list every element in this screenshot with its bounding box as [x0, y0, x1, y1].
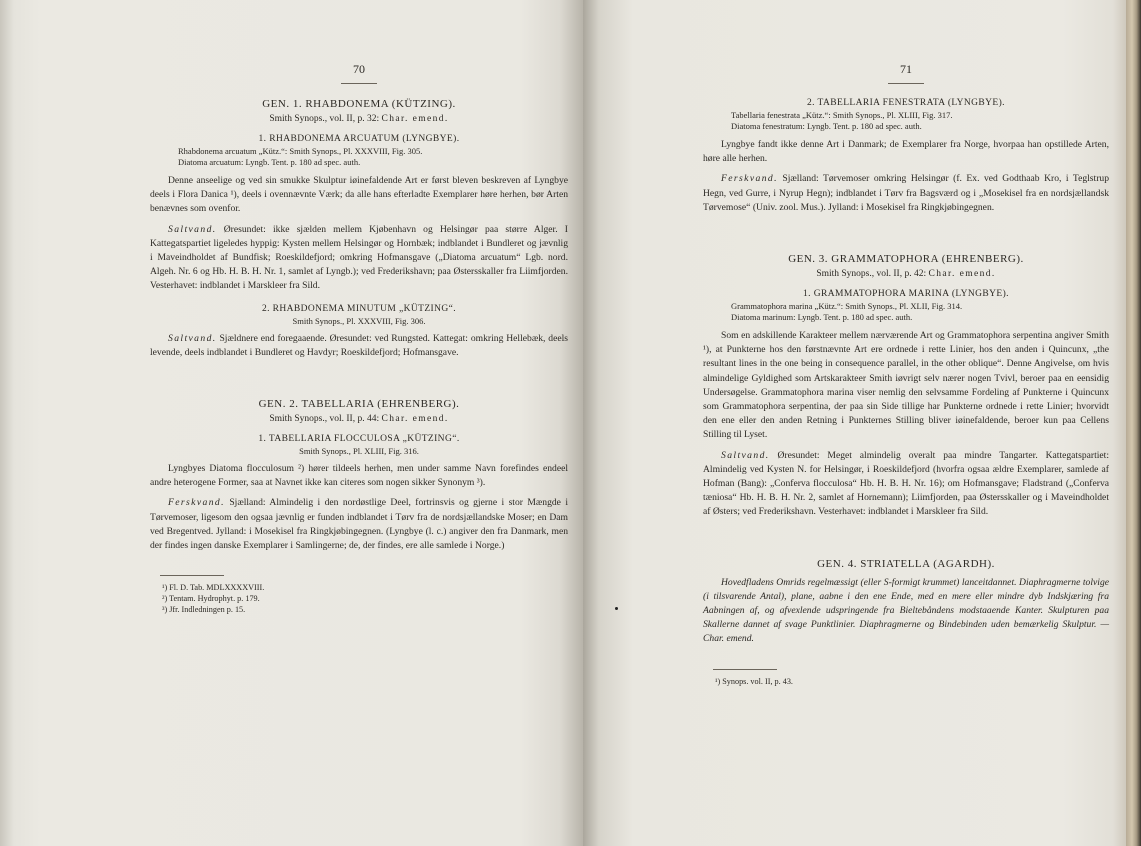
genus-reference-text: Smith Synops., vol. II, p. 32: — [269, 114, 380, 124]
habitat-label: Saltvand. — [168, 223, 217, 235]
paragraph — [150, 496, 568, 553]
paragraph: Som en adskillende Karakteer mellem nærværende Art og Grammatophora serpentina angiver Smith ¹), at Punkterne hos den førstnævnte Art ere ordnede i rette Linier, hos den anden i Quincunx, „the resultant lines in the one being in consequence parallel, in the other oblique“. Denne Angivelse, om hvis almindelige Gyldighed som Artskarakteer Smith iøvrigt selv nærer nogen Tvivl, beroer paa en eensidig Undersøgelse. Grammatophora marina viser nemlig den selvsamme Fordeling af Punkterne i Quincunx som Grammatophora serpentina, der paa sin Side tillige har Punkterne ordnede i rette Linier; hvorvidt den ene eller den anden Retning i Punkternes Stilling bliver iøinefaldende, beroer kun paa Cellens Stilling til Lyset. — [703, 330, 1109, 441]
habitat-label: Ferskvand. — [721, 173, 778, 185]
right-page — [583, 0, 1126, 846]
paragraph: Denne anseelige og ved sin smukke Skulptur iøinefaldende Art er først bleven beskreven af Lyngbye deels i Flora Danica ¹), deels i ovennævnte Værk; da alle hans efterladte Exemplarer høre herhen, bør Arten benævnes som ovenfor. — [150, 175, 568, 215]
genus-reference — [150, 114, 568, 124]
paragraph — [703, 172, 1109, 215]
paragraph-body: Sjældnere end foregaaende. Øresundet: ved Rungsted. Kattegat: omkring Hellebæk, deels levende, deels indblandet i Bundleret og Havdyr; Roeskildefjord; Hofmansgave. — [150, 332, 568, 358]
page-number-rule — [888, 83, 924, 84]
paragraph: Lyngbye fandt ikke denne Art i Danmark; de Exemplarer fra Norge, hvorpaa han opstillede Arten, høre alle herhen. — [703, 139, 1109, 165]
paragraph: Lyngbyes Diatoma flocculosum ²) hører tildeels herhen, men under samme Navn forefindes endeel andre heterogene Former, saa at Navnet ikke kan citeres som nogen sikker Synonym ³). — [150, 463, 568, 489]
footnote-rule — [160, 575, 224, 576]
page-number: 70 — [353, 62, 365, 76]
page-number: 71 — [900, 62, 912, 76]
species-heading: 2. RHABDONEMA MINUTUM „KÜTZING“. — [261, 303, 457, 314]
left-text-column — [150, 62, 568, 615]
genus-heading: GEN. 4. STRIATELLA (AGARDH). — [817, 557, 995, 570]
right-text-column — [703, 62, 1109, 687]
genus-reference — [150, 414, 568, 424]
paragraph — [150, 223, 568, 294]
synonym-line: Diatoma fenestratum: Lyngb. Tent. p. 180 ad spec. auth. — [731, 121, 922, 131]
paragraph-body: Øresundet: Meget almindelig overalt paa mindre Tangarter. Kattegatspartiet: Almindelig ved Kysten N. for Helsingør, i Roeskildefjord (hvorfra ogsaa ældre Exemplarer, samlede af Hofman (Bang): „Conferva flocculosa“ Hb. H. B. H. Nr. 16); om Hofmansgave; Fladstrand („Conferva tæniosa“ Hb. H. B. H. Nr. 2, samlet af Hornemann); Liimfjorden, paa Østersskaller og i Maveindholdet af Østers; ved Frederikshavn. Vesterhavet: indblandet i Marskleer fra Sild. — [703, 449, 1109, 518]
paragraph-body: Øresundet: ikke sjælden mellem Kjøbenhavn og Helsingør paa større Alger. I Kattegatspartiet ligeledes hyppig: Kysten mellem Helsingør og Hornbæk; indblandet i Bundleret og jævnlig i Maveindholdet af Bundfisk; Roeskildefjord; omkring Hofmansgave („Diatoma arcuatum“ Lgb. nord. Algeh. Nr. 6 og Hb. H. B. H. Nr. 1, samlet af Lyngb.); ved Frederikshavn; paa Østersskaller fra Liimfjorden. Vesterhavet: indblandet i Marskleer fra Sild. — [150, 223, 568, 292]
page-number-rule — [341, 83, 377, 84]
char-emend: Char. emend. — [381, 114, 449, 124]
habitat-label: Saltvand. — [168, 332, 217, 344]
ink-speck — [615, 607, 618, 610]
synonym-line: Grammatophora marina „Kütz.“: Smith Synops., Pl. XLII, Fig. 314. — [731, 301, 963, 312]
genus-reference — [703, 269, 1109, 279]
paragraph — [703, 449, 1109, 520]
genus-heading: GEN. 2. TABELLARIA (EHRENBERG). — [258, 398, 460, 411]
synonym-line: Rhabdonema arcuatum „Kütz.“: Smith Synops., Pl. XXXVIII, Fig. 305. — [178, 146, 423, 156]
genus-reference-text: Smith Synops., vol. II, p. 44: — [269, 414, 380, 425]
synonym-line: Tabellaria fenestrata „Kütz.“: Smith Synops., Pl. XLIII, Fig. 317. — [731, 110, 953, 120]
footnote: ²) Tentam. Hydrophyt. p. 179. — [162, 594, 260, 604]
footnote: ¹) Fl. D. Tab. MDLXXXXVIII. — [162, 583, 265, 593]
species-heading: 1. TABELLARIA FLOCCULOSA „KÜTZING“. — [258, 434, 460, 445]
synonym-line: Smith Synops., Pl. XXXVIII, Fig. 306. — [292, 315, 426, 326]
char-emend: Char. emend. — [928, 269, 996, 280]
habitat-label: Ferskvand. — [168, 497, 225, 509]
genus-reference-text: Smith Synops., vol. II, p. 42: — [816, 269, 927, 280]
paragraph-body: Sjælland: Almindelig i den nordøstlige Deel, fortrinsvis og gjerne i stor Mængde i Tørvemoser, ligesom den ogsaa jævnlig er funden indblandet i Tørv fra de nordsjællandske Moser; en Dam ved Bregentved. Jylland: i Mosekisel fra Ringkjøbingegnen. (Lyngbye (l. c.) angiver den fra Danmark, men der findes ingen danske Exemplarer i Samlingerne; de, der findes, ere alle samlede i Norge.) — [150, 497, 568, 552]
genus-heading: GEN. 3. GRAMMATOPHORA (EHRENBERG). — [788, 253, 1024, 266]
genus-description: Hovedfladens Omrids regelmæssigt (eller S-formigt krummet) lanceitdannet. Diaphragmerne tolvige (i tilsvarende Antal), plane, aabne i den ene Ende, med en mere eller mindre dyb Indskjæring fra Aabningen af, og afvexlende udspringende fra Bieltebåndens modstaaende Kanter. Skulpturen paa Skallerne dannet af svage Punktlinier. Diaphragmerne og Bindebinden uden bemærkelig Skulptur. — Char. emend. — [703, 576, 1109, 645]
synonym-line: Smith Synops., Pl. XLIII, Fig. 316. — [299, 446, 419, 457]
synonym-line: Diatoma arcuatum: Lyngb. Tent. p. 180 ad spec. auth. — [178, 157, 361, 167]
species-heading: 2. TABELLARIA FENESTRATA (LYNGBYE). — [807, 98, 1005, 108]
footnote: ³) Jfr. Indledningen p. 15. — [162, 605, 246, 615]
book-edge-right — [1126, 0, 1141, 846]
synonym-line: Diatoma marinum: Lyngb. Tent. p. 180 ad spec. auth. — [731, 312, 913, 323]
footnote-rule — [713, 669, 777, 670]
habitat-label: Saltvand. — [721, 449, 770, 461]
species-heading: 1. GRAMMATOPHORA MARINA (LYNGBYE). — [803, 289, 1009, 300]
species-heading: 1. RHABDONEMA ARCUATUM (LYNGBYE). — [258, 134, 460, 144]
char-emend: Char. emend. — [381, 414, 449, 425]
paragraph-body: Sjælland: Tørvemoser omkring Helsingør (f. Ex. ved Godthaab Kro, i Teglstrup Hegn, ved Gurre, i Nyrup Hegn); indblandet i Tørv fra Bagsværd og i „Mosekisel fra en nordsjællandsk Tørvemose“ (Univ. zool. Mus.). Jylland: i Mosekisel fra Ringkjøbingegnen. — [703, 173, 1109, 213]
paragraph — [150, 332, 568, 360]
genus-heading: GEN. 1. RHABDONEMA (KÜTZING). — [262, 98, 456, 110]
footnote: ¹) Synops. vol. II, p. 43. — [715, 676, 793, 686]
